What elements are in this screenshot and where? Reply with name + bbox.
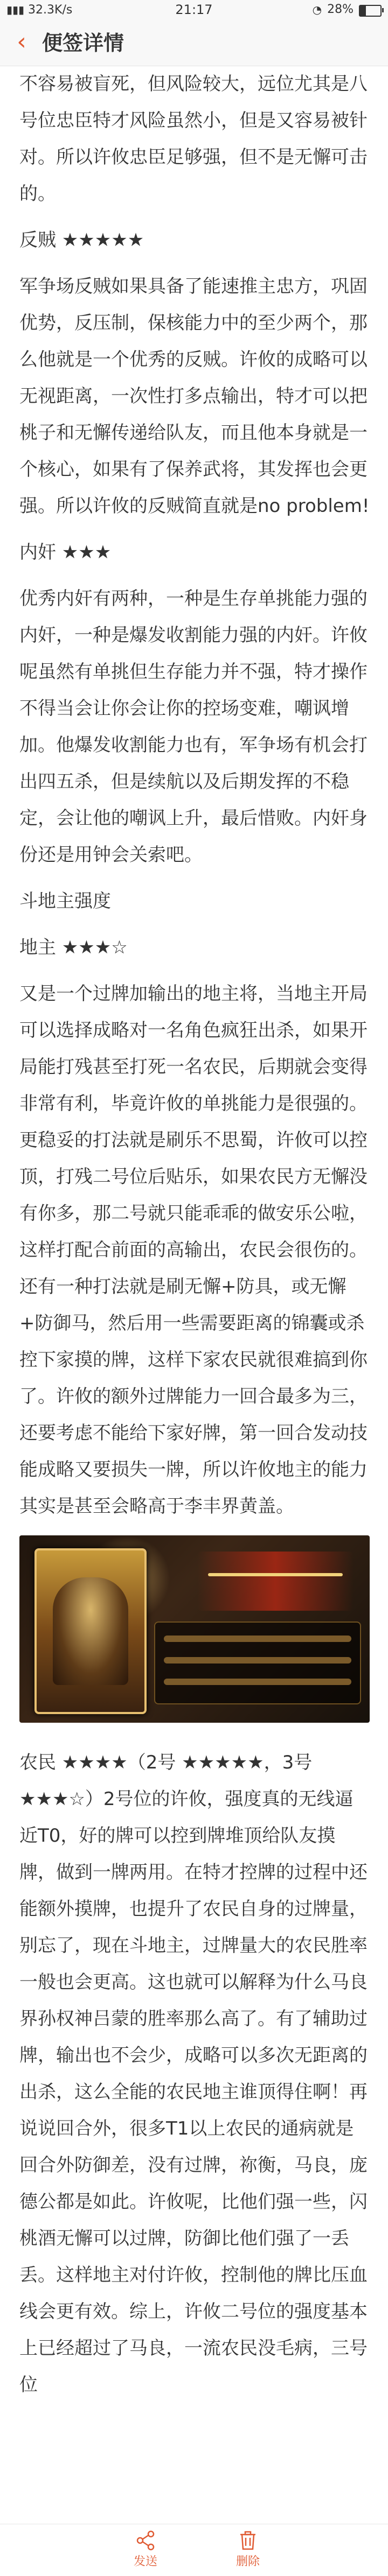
hero-figure [53, 1577, 128, 1685]
title-banner [197, 1552, 354, 1611]
game-screenshot-image[interactable] [19, 1535, 370, 1723]
heading-landlord-mode: 斗地主强度 [19, 890, 111, 912]
rating-landlord: 地主 ★★★☆ [19, 937, 128, 958]
note-content[interactable] [19, 66, 370, 2413]
delete-label: 删除 [235, 2555, 260, 2568]
rating-rebel: 反贼 ★★★★★ [19, 229, 144, 251]
back-arrow-icon[interactable]: ‹ [17, 28, 26, 55]
panel-row [164, 1657, 351, 1663]
paragraph-traitor: 优秀内奸有两种，一种是生存单挑能力强的内奸，一种是爆发收割能力强的内奸。许攸呢虽然有单挑但生存能力并不强，特才操作不得当会让你会让你的控场变难，嘲讽增加。他爆发收割能力也有，军争场有机会打出四五杀，但是续航以及后期发挥的不稳定，会让他的嘲讽上升，最后惜败。内奸身份还是用钟会关索吧。 [19, 588, 368, 866]
trash-icon [237, 2530, 259, 2551]
header [0, 19, 388, 66]
info-panel [154, 1622, 361, 1704]
hero-card [34, 1548, 147, 1714]
paragraph-farmer: 农民 ★★★★（2号 ★★★★★，3号★★★☆）2号位的许攸，强度真的无线逼近T0，好的牌可以控到牌堆顶给队友摸牌，做到一牌两用。在特才控牌的过程中还能额外摸牌，也提升了农民自身的过牌量，别忘了，现在斗地主，过牌量大的农民胜率一般也会更高。这也就可以解释为什么马良界孙权神吕蒙的胜率那么高了。有了辅助过牌，输出也不会少，成略可以多次无距离的出杀，这么全能的农民地主谁顶得住啊！再说说回合外，很多T1以上农民的通病就是回合外防御差，没有过牌，祢衡，马良，庞德公都是如此。许攸呢，比他们强一些，闪桃酒无懈可以过牌，防御比他们强了一丢丢。这样地主对付许攸，控制他的牌比压血线会更有效。综上，许攸二号位的强度基本上已经超过了马良，一流农民没毛病，三号位 [19, 1752, 368, 2396]
share-icon [135, 2530, 156, 2551]
clock: 21:17 [175, 2, 213, 17]
battery-percent: 28% [327, 3, 354, 16]
wifi-icon: ◔ [312, 3, 322, 16]
paragraph-rebel: 军争场反贼如果具备了能速推主忠方，巩固优势，反压制，保核能力中的至少两个，那么他就是一个优秀的反贼。许攸的成略可以无视距离，一次性打多点输出，特才可以把桃子和无懈传递给队友，而且他本身就是一个核心，如果有了保养武将，其发挥也会更强。所以许攸的反贼简直就是no problem! [19, 276, 370, 517]
page-title: 便签详情 [42, 31, 124, 55]
battery-icon [359, 5, 382, 17]
send-button[interactable] [113, 2530, 178, 2573]
status-right [313, 0, 382, 19]
panel-row [164, 1636, 351, 1642]
paragraph-intro: 不容易被盲死，但风险较大，远位尤其是八号位忠臣特才风险虽然小，但是又容易被针对。所以许攸忠臣足够强，但不是无懈可击的。 [19, 73, 368, 205]
network-speed: ▮▮▮ 32.3K/s [6, 0, 72, 20]
bottom-toolbar [0, 2524, 388, 2576]
paragraph-landlord: 又是一个过牌加输出的地主将，当地主开局可以选择成略对一名角色疯狂出杀，如果开局能打残甚至打死一名农民，后期就会变得非常有利，毕竟许攸的单挑能力是很强的。更稳妥的打法就是刷乐不思蜀，许攸可以控顶，打残二号位后贴乐，如果农民方无懈没有你多，那二号就只能乖乖的做安乐公啦，这样打配合前面的高输出，农民会很伤的。还有一种打法就是刷无懈+防具，或无懈+防御马，然后用一些需要距离的锦囊或杀控下家摸的牌，这样下家农民就很难搞到你了。许攸的额外过牌能力一回合最多为三，还要考虑不能给下家好牌，第一回合发动技能成略又要损失一牌，所以许攸地主的能力其实是甚至会略高于李丰界黄盖。 [19, 983, 368, 1517]
signal-icon: ▮▮▮ [6, 3, 25, 16]
send-label: 发送 [133, 2555, 157, 2568]
delete-button[interactable] [216, 2530, 280, 2573]
rating-traitor: 内奸 ★★★ [19, 542, 112, 563]
status-bar [0, 0, 388, 19]
panel-row [164, 1679, 351, 1685]
